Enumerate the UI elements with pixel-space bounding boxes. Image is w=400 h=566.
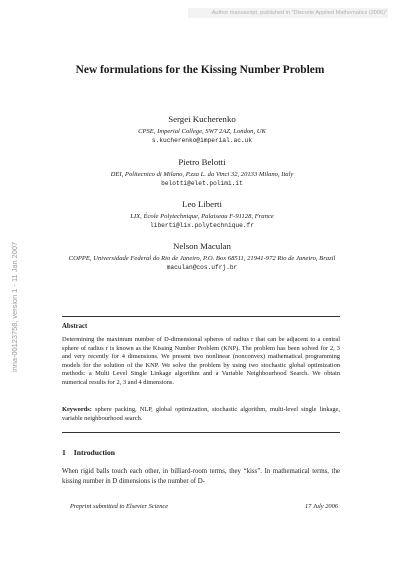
author-affiliation: LIX, École Polytechnique, Palaiseau F-91128, France [130, 213, 274, 220]
author-affiliation: DEI, Politecnico di Milano, P.zza L. da Vinci 32, 20133 Milano, Italy [110, 171, 294, 178]
paper-title: New formulations for the Kissing Number Problem [75, 64, 325, 76]
section-number: 1 [62, 448, 66, 457]
author-email: s.kucherenko@imperial.ac.uk [151, 136, 253, 144]
banner-text: Author manuscript, published in "Discrete Applied Mathematics (2006)" [211, 10, 387, 16]
abstract-top-rule [62, 316, 340, 317]
author-email: belotti@elet.polimi.it [161, 179, 243, 187]
publication-banner [188, 8, 388, 18]
preprint-date: 17 July 2006 [304, 503, 338, 510]
keywords-text: sphere packing, NLP, global optimization, stochastic algorithm, multi-level single linkage, variable neighbourhood search. [62, 406, 340, 422]
abstract-heading: Abstract [62, 323, 88, 330]
author-block-2 [60, 157, 344, 188]
author-name: Sergei Kucherenko [168, 114, 236, 124]
keywords-paragraph [62, 406, 340, 423]
author-block-1 [60, 114, 344, 145]
author-name: Pietro Belotti [178, 157, 226, 167]
abstract-body: Determining the maximum number of D-dimensional spheres of radius r that can be adjacent to a central sphere of radius r is known as the Kissing Number Problem (KNP). The problem has been solved for 2, 3 and very recently for 4 dimensions. We present two nonlinear (nonconvex) mathematical programming models for the solution of the KNP. We solve the problem by using two stochastic global optimization methods: a Multi Level Single Linkage algorithm and a Variable Neighbourhood Search. We obtain numerical results for 2, 3 and 4 dimensions. [62, 336, 340, 386]
author-name: Leo Liberti [182, 199, 222, 209]
abstract-bottom-rule [62, 432, 340, 433]
author-block-4 [60, 241, 344, 272]
section-title: Introduction [73, 448, 116, 457]
author-email: liberti@lix.polytechnique.fr [150, 221, 254, 229]
preprint-note: Preprint submitted to Elsevier Science [70, 503, 169, 510]
archive-side-label: inria-00123758, version 1 - 11 Jan 2007 [10, 241, 19, 372]
author-affiliation: CPSE, Imperial College, SW7 2AZ, London, UK [138, 128, 266, 135]
section-heading [62, 448, 115, 458]
author-name: Nelson Maculan [173, 241, 231, 251]
author-block-3 [60, 199, 344, 230]
author-email: maculan@cos.ufrj.br [166, 263, 238, 271]
author-affiliation: COPPE, Universidade Federal do Rio de Janeiro, P.O. Box 68511, 21941-972 Rio de Janeiro, Brazil [68, 255, 336, 262]
introduction-paragraph: When rigid balls touch each other, in billiard-room terms, they “kiss”. In mathematical terms, the kissing number in D dimensions is the number of D- [62, 468, 340, 485]
keywords-label: Keywords: [62, 406, 92, 413]
